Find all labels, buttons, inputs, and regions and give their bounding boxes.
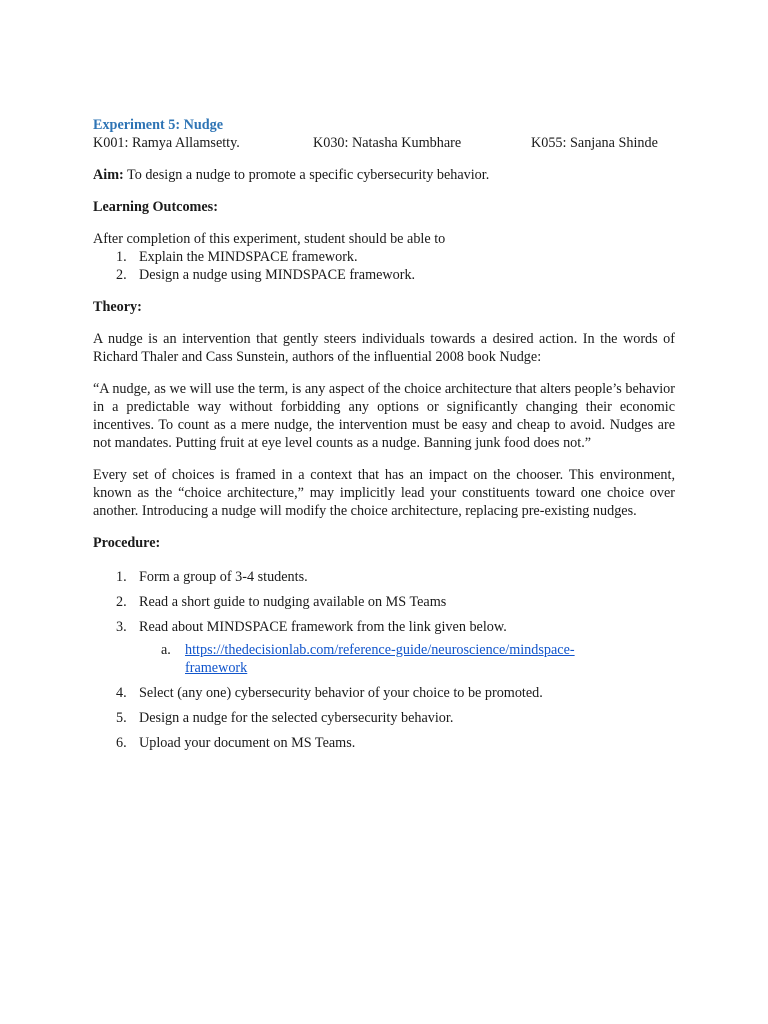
theory-heading: Theory: [93, 299, 142, 315]
author-2: K030: Natasha Kumbhare [313, 135, 462, 151]
aim-paragraph [93, 166, 675, 184]
mindspace-framework-link[interactable]: https://thedecisionlab.com/reference-guide/neuroscience/mindspace- framework [185, 642, 575, 676]
procedure-heading: Procedure: [93, 535, 161, 551]
list-item: 6. Upload your document on MS Teams. [116, 735, 356, 751]
aim-text: To design a nudge to promote a specific cybersecurity behavior. [123, 167, 490, 183]
list-item: 2. Design a nudge using MINDSPACE framework. [116, 267, 416, 283]
theory-quote: “A nudge, as we will use the term, is any aspect of the choice architecture that alters people’s behavior in a predictable way without forbidding any options or significantly changing their economic incentives. To count as a mere nudge, the intervention must be easy and cheap to avoid. Nudges are not mandates. Putting fruit at eye level counts as a nudge. Banning junk food does not.” [93, 381, 675, 451]
list-item: 1. Form a group of 3-4 students. [116, 569, 308, 585]
experiment-title: Experiment 5: Nudge [93, 117, 224, 133]
aim-label: Aim: [93, 167, 124, 183]
list-item: 2. Read a short guide to nudging available on MS Teams [116, 594, 447, 610]
learning-outcomes-list [93, 248, 675, 284]
list-item: 4. Select (any one) cybersecurity behavior of your choice to be promoted. [116, 685, 543, 701]
author-1: K001: Ramya Allamsetty. [93, 135, 240, 151]
list-item: 3. Read about MINDSPACE framework from the link given below. [116, 619, 507, 635]
document-body [93, 116, 675, 759]
procedure-list-continued [93, 684, 675, 752]
list-item: 1. Explain the MINDSPACE framework. [116, 249, 358, 265]
authors-line [93, 134, 675, 152]
theory-paragraph-3: Every set of choices is framed in a context that has an impact on the chooser. This environment, known as the “choice architecture,” may implicitly lead your constituents toward one choice over another. Introducing a nudge will modify the choice architecture, replacing pre-existing nudges. [93, 467, 675, 519]
theory-paragraph-1: A nudge is an intervention that gently steers individuals towards a desired action. In the words of Richard Thaler and Cass Sunstein, authors of the influential 2008 book Nudge: [93, 331, 675, 365]
learning-outcomes-intro: After completion of this experiment, student should be able to [93, 231, 446, 247]
author-3: K055: Sanjana Shinde [531, 135, 658, 151]
procedure-list [93, 568, 675, 636]
learning-outcomes-heading: Learning Outcomes: [93, 199, 218, 215]
procedure-sub-item: a. https://thedecisionlab.com/reference-guide/neuroscience/mindspace- framework [161, 642, 575, 676]
list-item: 5. Design a nudge for the selected cybersecurity behavior. [116, 710, 454, 726]
